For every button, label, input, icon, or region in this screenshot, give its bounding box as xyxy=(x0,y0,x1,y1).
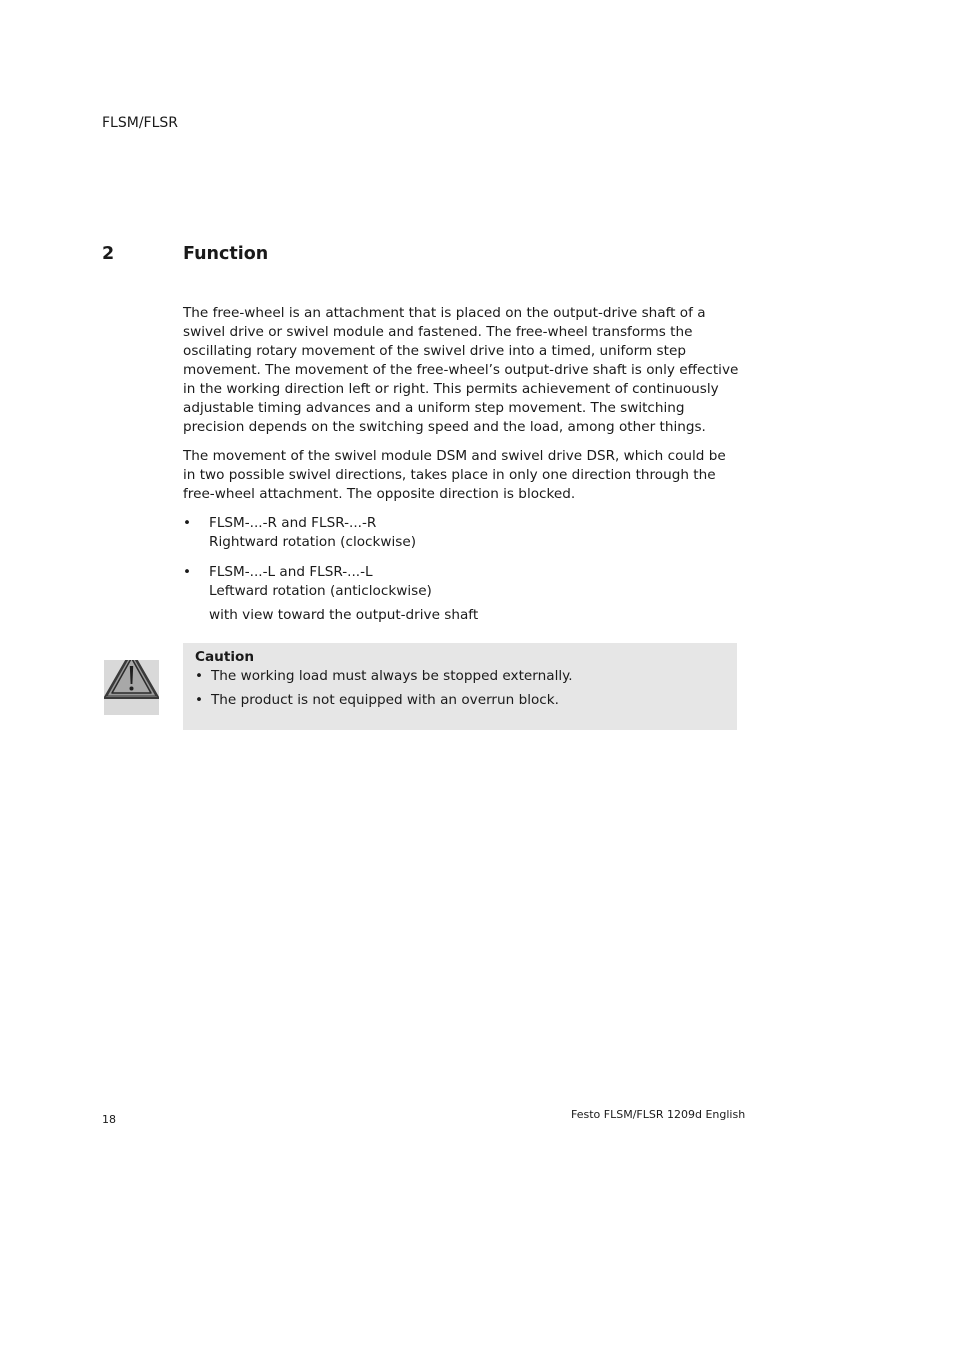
caution-item-text: The product is not equipped with an overrun block. xyxy=(211,692,559,708)
list-item xyxy=(183,563,739,603)
variant-type-code: FLSM-...-L and FLSR-...-L xyxy=(209,564,373,580)
caution-box xyxy=(183,643,737,730)
section-title: Function xyxy=(183,244,269,264)
rotation-direction: Rightward rotation (clockwise) xyxy=(209,534,417,550)
list-item xyxy=(183,514,739,554)
bullet-marker: • xyxy=(195,668,204,684)
rotation-direction: Leftward rotation (anticlockwise) xyxy=(209,583,432,599)
caution-title: Caution xyxy=(195,649,255,665)
view-note: with view toward the output-drive shaft xyxy=(209,607,479,623)
page-number: 18 xyxy=(102,1113,116,1126)
document-footer: Festo FLSM/FLSR 1209d English xyxy=(571,1108,746,1121)
caution-item xyxy=(195,691,559,709)
warning-triangle-icon xyxy=(104,660,159,715)
function-paragraph-1: The free-wheel is an attachment that is placed on the output-drive shaft of a swivel drive or swivel module and fastened. The free-wheel transforms the oscillating rotary movement of the swivel drive into a timed, uniform step movement. The movement of the free-wheel’s output-drive shaft is only effective in the working direction left or right. This permits achievement of continuously adjustable timing advances and a uniform step movement. The switching precision depends on the switching speed and the load, among other things. xyxy=(183,305,739,435)
caution-item xyxy=(195,667,573,685)
running-header: FLSM/FLSR xyxy=(102,115,179,131)
function-paragraph-2: The movement of the swivel module DSM and swivel drive DSR, which could be in two possible swivel directions, takes place in only one direction through the free-wheel attachment. The opposite direction is blocked. xyxy=(183,448,726,502)
section-number: 2 xyxy=(102,244,115,264)
bullet-marker: • xyxy=(183,515,192,531)
list-item-content xyxy=(209,514,416,552)
variant-type-code: FLSM-...-R and FLSR-...-R xyxy=(209,515,377,531)
bullet-marker: • xyxy=(183,564,192,580)
list-item-content xyxy=(209,563,432,601)
caution-item-text: The working load must always be stopped externally. xyxy=(211,668,573,684)
bullet-marker: • xyxy=(195,692,204,708)
